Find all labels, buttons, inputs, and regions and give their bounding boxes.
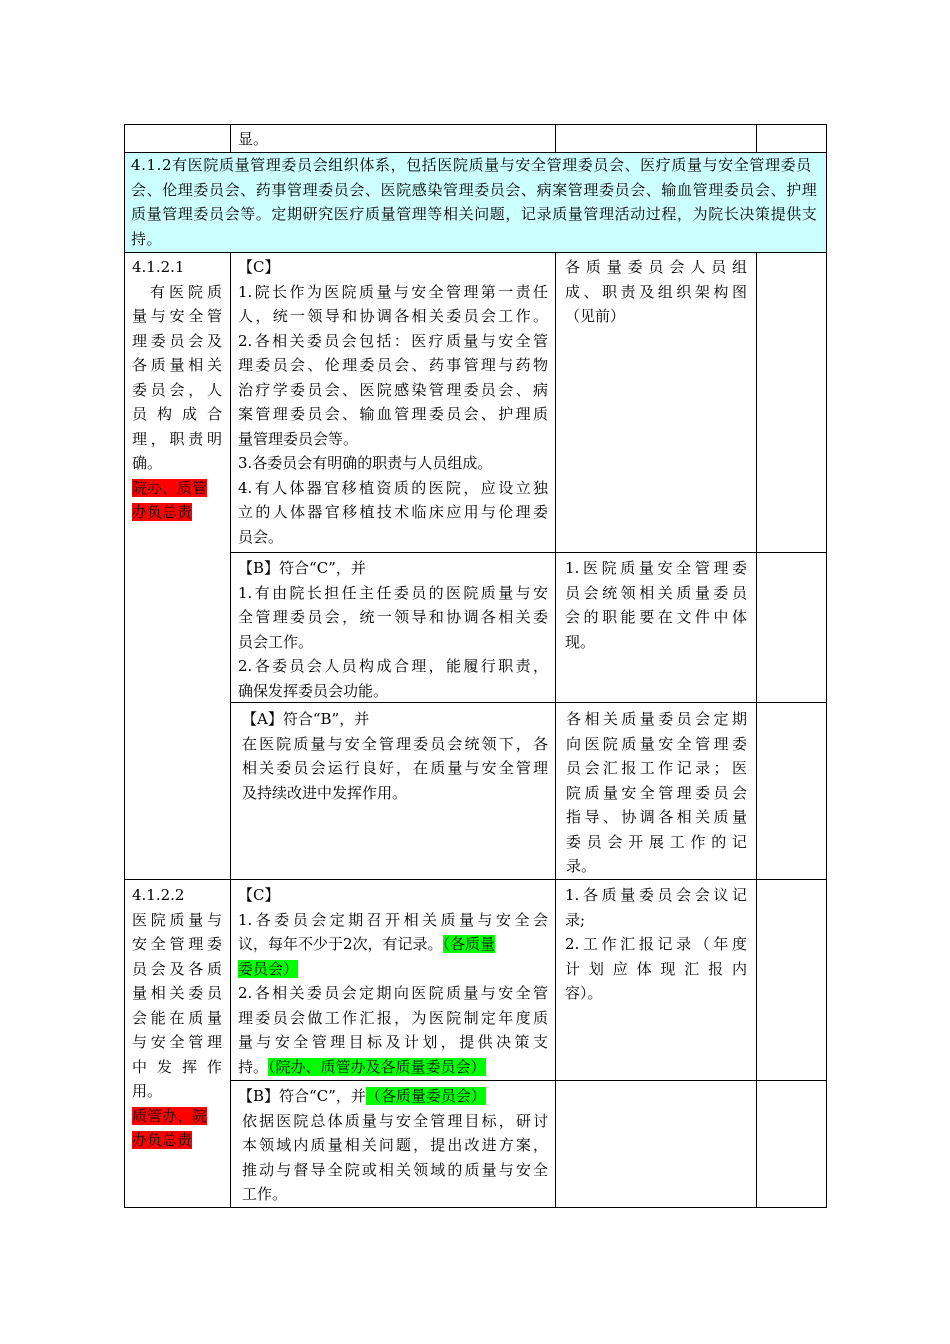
criteria-line: 人，统一领导和协调各相关委员会工作。 xyxy=(238,307,548,325)
item1-evidence-c xyxy=(565,255,747,329)
evidence-line: 向医院质量安全管理委 xyxy=(566,734,747,753)
item-title-line: 理，职责明 xyxy=(132,429,222,448)
item-title-line: 量相关委员 xyxy=(132,984,222,1002)
criteria-line: 在医院质量与安全管理委员会统领下，各 xyxy=(242,734,548,753)
level-b-heading: 【B】符合“C”，并 xyxy=(238,559,366,577)
item-title-line: 与安全管理 xyxy=(132,1033,222,1051)
item1-criteria-c xyxy=(238,255,548,549)
criteria-line: 立的人体器官移植技术临床应用与伦理委 xyxy=(238,503,548,521)
responsibility-badge: 质管办、院 xyxy=(132,1106,208,1125)
item1-criteria-b xyxy=(238,556,548,703)
criteria-line: 理委员会、伦理委员会、药事管理与药物 xyxy=(238,356,548,374)
section-header: 4.1.2有医院质量管理委员会组织体系，包括医院质量与安全管理委员会、医疗质量与安全管理委员会、伦理委员会、药事管理委员会、医院感染管理委员会、病案管理委员会、输血管理委员会、护理质量管理委员会等。定期研究医疗质量管理等相关问题，记录质量管理活动过程，为院长决策提供支持。 xyxy=(131,156,818,248)
criteria-line: 理委员会做工作汇报，为医院制定年度质 xyxy=(238,1008,548,1027)
criteria-line: 3.各委员会有明确的职责与人员组成。 xyxy=(238,454,493,472)
item1-evidence-a xyxy=(566,707,747,879)
criteria-line: 1.各委员会定期召开相关质量与安全会 xyxy=(238,910,548,929)
committee-tag: （各质量 xyxy=(442,935,496,953)
item-code: 4.1.2.2 xyxy=(132,886,185,904)
criteria-line: 2.各相关委员会包括：医疗质量与安全管 xyxy=(238,331,548,350)
item2-title xyxy=(132,883,222,1153)
level-c-heading: 【C】 xyxy=(238,886,280,904)
criteria-line: 员会。 xyxy=(238,527,284,546)
evidence-line: 现。 xyxy=(565,632,596,651)
item-title-line: 确。 xyxy=(132,454,163,472)
evidence-line: 会的职能要在文件中体 xyxy=(565,608,747,626)
criteria-line: 本领域内质量相关问题，提出改进方案， xyxy=(242,1136,548,1154)
table-cell xyxy=(555,124,757,153)
item-title-line: 会能在质量 xyxy=(132,1008,222,1027)
item2-criteria-b xyxy=(238,1084,548,1207)
item-title-line: 医院质量与 xyxy=(132,910,222,929)
evidence-line: 各相关质量委员会定期 xyxy=(566,710,747,728)
score-cell xyxy=(756,702,827,880)
evidence-line: 院质量安全管理委员会 xyxy=(566,783,747,802)
evidence-line: 员会汇报工作记录；医 xyxy=(566,759,747,777)
item-code: 4.1.2.1 xyxy=(132,258,185,276)
score-cell xyxy=(756,552,827,703)
criteria-line: 量与安全管理目标及计划，提供决策支 xyxy=(238,1033,548,1051)
criteria-line: 员会工作。 xyxy=(238,632,314,651)
evidence-line: 委员会开展工作的记 xyxy=(566,832,747,851)
evidence-line: （见前） xyxy=(565,307,626,325)
level-b-heading: 【B】符合“C”，并 xyxy=(238,1087,366,1105)
criteria-line: 4.有人体器官移植资质的医院，应设立独 xyxy=(238,478,548,497)
evidence-line: 容）。 xyxy=(565,984,603,1002)
item1-criteria-a xyxy=(242,707,548,805)
criteria-line: 1.有由院长担任主任委员的医院质量与安 xyxy=(238,583,548,602)
criteria-line: 工作。 xyxy=(242,1185,288,1203)
criteria-line: 案管理委员会、输血管理委员会、护理质 xyxy=(238,405,548,423)
criteria-line: 量管理委员会等。 xyxy=(238,429,359,448)
item-title-line: 委员会，人 xyxy=(132,380,222,399)
evidence-line: 指导、协调各相关质量 xyxy=(566,808,747,826)
level-a-heading: 【A】符合“B”，并 xyxy=(242,710,370,728)
evidence-line: 1.各质量委员会会议记 xyxy=(565,886,747,904)
criteria-line: 相关委员会运行良好，在质量与安全管理 xyxy=(242,759,548,777)
criteria-line: 治疗学委员会、医院感染管理委员会、病 xyxy=(238,380,548,399)
item1-title xyxy=(132,255,222,525)
item2-evidence-c xyxy=(565,883,747,1006)
evidence-line: 成、职责及组织架构图 xyxy=(565,282,747,301)
item-title-line: 量与安全管 xyxy=(132,307,222,325)
evidence-line: 计划应体现汇报内 xyxy=(565,959,747,978)
item-title-line: 各质量相关 xyxy=(132,356,222,374)
item-title-line: 有医院质 xyxy=(150,282,222,301)
score-cell xyxy=(756,1080,827,1208)
evidence-line: 1.医院质量安全管理委 xyxy=(565,559,747,577)
responsibility-badge: 办负总责 xyxy=(132,503,193,521)
table-cell xyxy=(756,124,827,153)
criteria-line: 1.院长作为医院质量与安全管理第一责任 xyxy=(238,282,548,301)
criteria-line: 2.各委员会人员构成合理，能履行职责， xyxy=(238,657,548,675)
item-title-line: 安全管理委 xyxy=(132,935,222,953)
evidence-line: 录; xyxy=(565,910,586,929)
criteria-line: 议，每年不少于2次，有记录。 xyxy=(238,935,443,953)
evidence-cell xyxy=(555,1080,757,1208)
score-cell xyxy=(756,879,827,1081)
item-title-line: 用。 xyxy=(132,1082,163,1100)
item-title-line: 员会及各质 xyxy=(132,959,222,978)
criteria-line: 及持续改进中发挥作用。 xyxy=(242,783,408,802)
responsibility-badge: 院办、质管 xyxy=(132,478,208,497)
top-row-text xyxy=(238,127,538,152)
criteria-line: 推动与督导全院或相关领域的质量与安全 xyxy=(242,1160,548,1179)
item-title-line: 员构成合 xyxy=(132,405,222,423)
criteria-line: 2.各相关委员会定期向医院质量与安全管 xyxy=(238,984,548,1002)
evidence-line: 2.工作汇报记录（年度 xyxy=(565,935,747,953)
level-c-heading: 【C】 xyxy=(238,258,280,276)
committee-tag: 委员会） xyxy=(238,959,299,978)
criteria-line: 确保发挥委员会功能。 xyxy=(238,681,389,700)
item1-evidence-b xyxy=(565,556,747,654)
evidence-line: 各质量委员会人员组 xyxy=(565,258,747,276)
score-cell xyxy=(756,252,827,553)
responsibility-badge: 办负总责 xyxy=(132,1131,193,1149)
criteria-line: 依据医院总体质量与安全管理目标，研讨 xyxy=(242,1111,548,1130)
item2-criteria-c xyxy=(238,883,548,1079)
committee-tag: （院办、质管办及各质量委员会） xyxy=(268,1057,486,1076)
continued-text: 显。 xyxy=(238,130,269,148)
criteria-line: 全管理委员会，统一领导和协调各相关委 xyxy=(238,608,548,626)
evidence-line: 录。 xyxy=(566,857,597,875)
table-cell xyxy=(124,124,231,153)
committee-tag: （各质量委员会） xyxy=(365,1087,486,1105)
section-header-text xyxy=(131,153,821,251)
item-title-line: 理委员会及 xyxy=(132,331,222,350)
evidence-line: 员会统领相关质量委员 xyxy=(565,583,747,602)
item-title-line: 中发挥作 xyxy=(132,1057,222,1076)
criteria-line: 持。 xyxy=(238,1057,269,1076)
